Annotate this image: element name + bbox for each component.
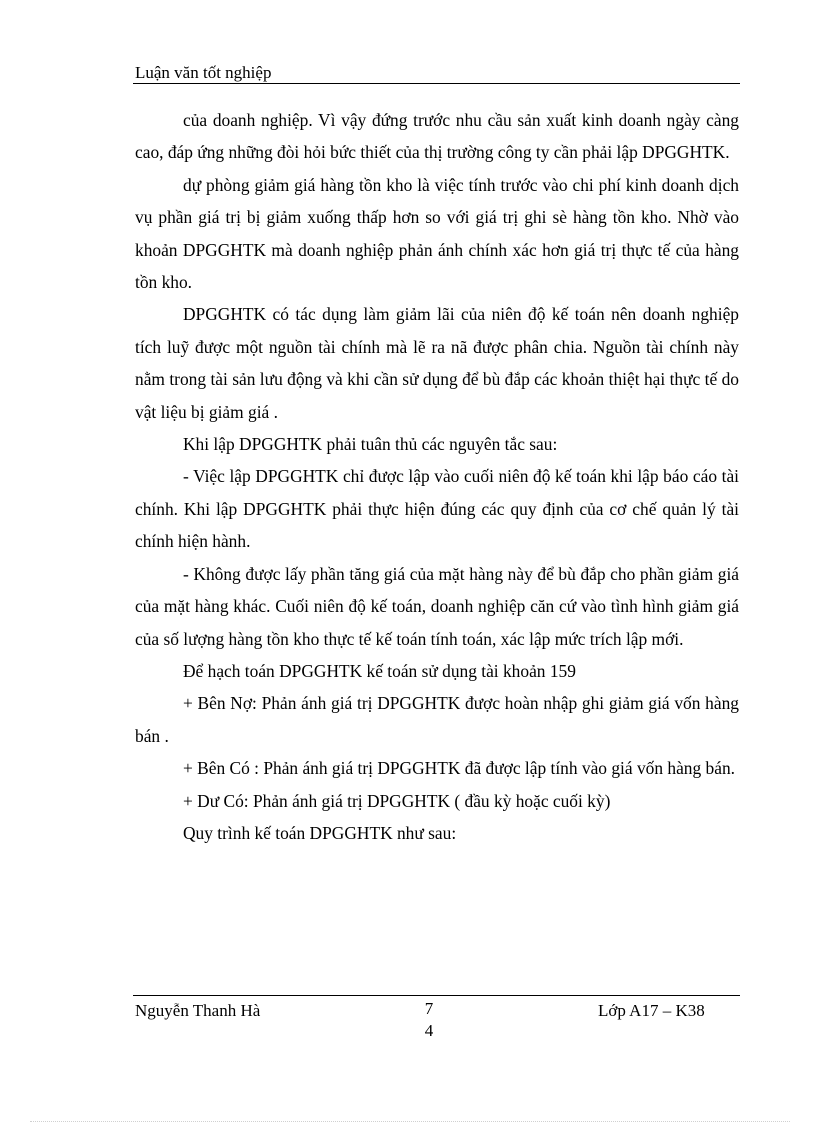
paragraph-1: của doanh nghiệp. Vì vậy đứng trước nhu cầu sản xuất kinh doanh ngày càng cao, đáp ứng những đòi hỏi bức thiết của thị trường công ty cần phải lập DPGGHTK.: [135, 110, 739, 163]
page-bottom-edge: [30, 1121, 790, 1122]
paragraph-3: DPGGHTK có tác dụng làm giảm lãi của niên độ kế toán nên doanh nghiệp tích luỹ được một nguồn tài chính mà lẽ ra nã được phân chia. Nguồn tài chính này nằm trong tài sản lưu động và khi cần sử dụng để bù đắp các khoản thiệt hại thực tế do vật liệu bị giảm giá .: [135, 304, 739, 422]
document-body: [135, 104, 739, 849]
page-number: [418, 998, 440, 1042]
page-number-line-1: 7: [424, 999, 434, 1018]
paragraph-7: Để hạch toán DPGGHTK kế toán sử dụng tài khoản 159: [183, 660, 576, 681]
paragraph-9: + Bên Có : Phản ánh giá trị DPGGHTK đã được lập tính vào giá vốn hàng bán.: [183, 758, 735, 779]
page-header-title: Luận văn tốt nghiệp: [135, 63, 272, 82]
page-number-line-2: 4: [424, 1021, 434, 1040]
paragraph-10: + Dư Có: Phản ánh giá trị DPGGHTK ( đầu kỳ hoặc cuối kỳ): [183, 790, 611, 811]
footer-divider: [133, 995, 740, 996]
paragraph-5: - Việc lập DPGGHTK chỉ được lập vào cuối niên độ kế toán khi lập báo cáo tài chính. Khi lập DPGGHTK phải thực hiện đúng các quy định của cơ chế quản lý tài chính hiện hành.: [135, 466, 739, 552]
paragraph-2: dự phòng giảm giá hàng tồn kho là việc tính trước vào chi phí kinh doanh dịch vụ phần giá trị bị giảm xuống thấp hơn so với giá trị ghi sè hàng tồn kho. Nhờ vào khoản DPGGHTK mà doanh nghiệp phản ánh chính xác hơn giá trị thực tế của hàng tồn kho.: [135, 174, 739, 293]
paragraph-4: Khi lập DPGGHTK phải tuân thủ các nguyên tắc sau:: [183, 434, 558, 455]
paragraph-8: + Bên Nợ: Phản ánh giá trị DPGGHTK được hoàn nhập ghi giảm giá vốn hàng bán .: [135, 693, 739, 746]
paragraph-6: - Không được lấy phần tăng giá của mặt hàng này để bù đắp cho phần giảm giá của mặt hàng khác. Cuối niên độ kế toán, doanh nghiệp căn cứ vào tình hình giảm giá của số lượng hàng tồn kho thực tế kế toán tính toán, xác lập mức trích lập mới.: [135, 563, 739, 649]
header-divider: [133, 83, 740, 84]
paragraph-11: Quy trình kế toán DPGGHTK như sau:: [183, 822, 457, 843]
footer-class-label: Lớp A17 – K38: [598, 1001, 705, 1020]
footer-author: Nguyễn Thanh Hà: [135, 1001, 261, 1020]
